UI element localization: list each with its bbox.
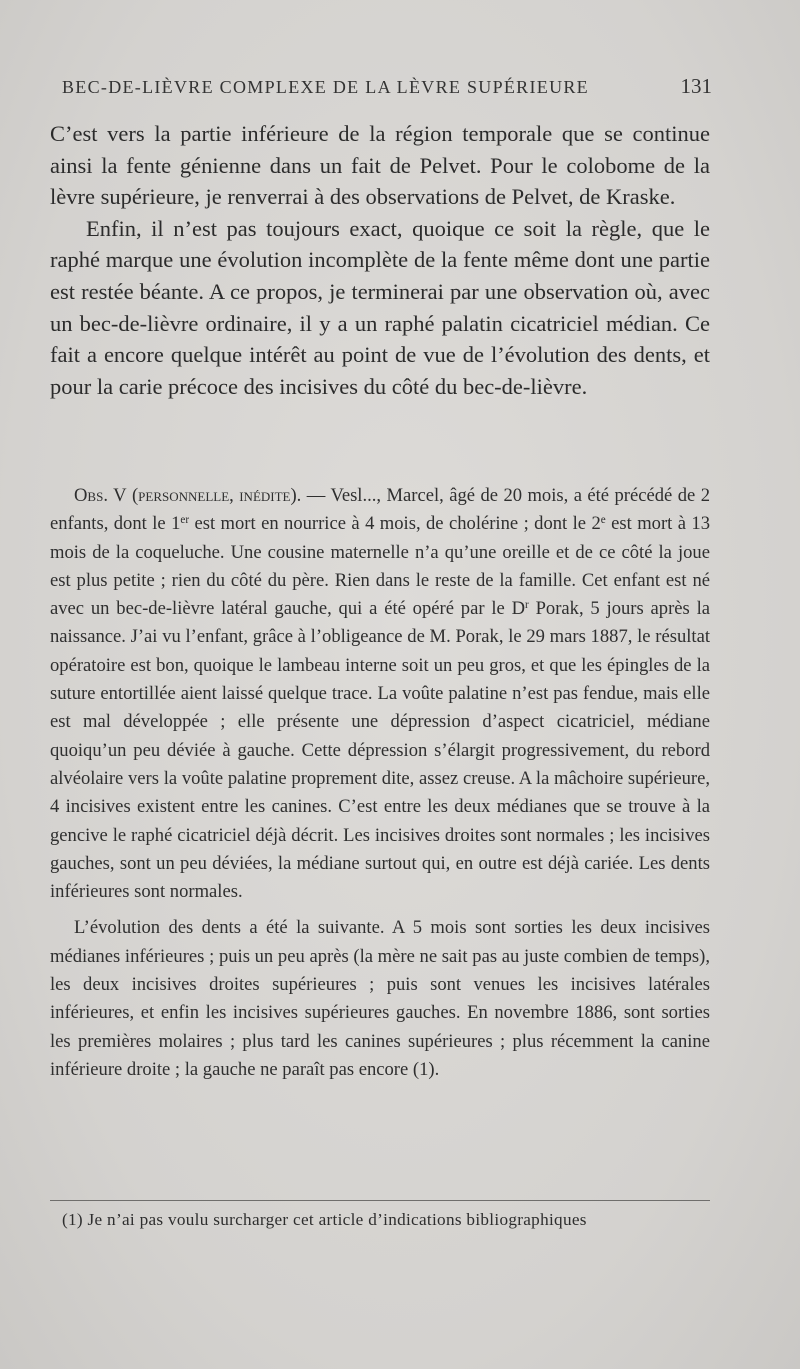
superscript-er: er bbox=[180, 514, 190, 527]
superscript-r: r bbox=[525, 599, 529, 612]
superscript-e: e bbox=[600, 514, 606, 527]
observation-paragraph-2: L’évolution des dents a été la suivante. A 5 mois sont sorties les deux incisives médianes inférieures ; puis un peu après (la mère ne sait pas au juste combien de temps), les deux incisives droites supérieures ; puis sont venues les incisives latérales inférieures, et enfin les incisives supérieures gauches. En novembre 1886, sont sorties les premières molaires ; plus tard les canines supérieures ; plus récemment la canine inférieure droite ; la gauche ne paraît pas encore (1). bbox=[50, 917, 710, 1080]
running-title: BEC-DE-LIÈVRE COMPLEXE DE LA LÈVRE SUPÉRIEURE bbox=[62, 77, 589, 97]
page-number: 131 bbox=[680, 74, 712, 98]
observation-block bbox=[50, 482, 710, 1084]
observation-qualifier: (personnelle, inédite). bbox=[131, 485, 302, 506]
running-header bbox=[62, 74, 712, 99]
observation-text-end: Porak, 5 jours après la naissance. J’ai vu l’enfant, grâce à l’obligeance de M. Porak, le 29 mars 1887, le résultat opératoire est bon, quoique le lambeau interne soit un peu gros, et que les épingles de la suture entortillée aient laissé quelque trace. La voûte palatine n’est pas fendue, mais elle est mal développée ; elle présente une dépression d’aspect cicatriciel, médiane quoiqu’un peu déviée à gauche. Cette dépression s’élargit progressivement, du rebord alvéolaire vers la voûte palatine proprement dite, assez creuse. A la mâchoire supérieure, 4 incisives existent entre les canines. C’est entre les deux médianes que se trouve à la gencive le raphé cicatriciel déjà décrit. Les incisives droites sont normales ; les incisives gauches, sont un peu déviées, la médiane surtout qui, en outre est déjà cariée. Les dents inférieures sont normales. bbox=[50, 598, 711, 903]
paragraph-temporal: C’est vers la partie inférieure de la région temporale que se continue ainsi la fente génienne dans un fait de Pelvet. Pour le colobome de la lèvre supérieure, je renverrai à des observations de Pelvet, de Kraske. bbox=[50, 121, 710, 210]
main-text bbox=[50, 118, 710, 402]
observation-text-mid2: est mort à 13 mois de la coqueluche. Une cousine maternelle n’a qu’une oreille et de ce côté la joue est plus petite ; rien du côté du père. Rien dans le reste de la famille. Cet enfant est né avec un bec-de-lièvre latéral gauche, qui a été opéré par le D bbox=[50, 513, 711, 620]
observation-text-mid1: est mort en nourrice à 4 mois, de cholérine ; dont le 2 bbox=[189, 513, 601, 535]
footnote-divider bbox=[50, 1200, 710, 1201]
paragraph-raphe: Enfin, il n’est pas toujours exact, quoique ce soit la règle, que le raphé marque une évolution incomplète de la fente même dont une partie est restée béante. A ce propos, je terminerai par une observation où, avec un bec-de-lièvre ordinaire, il y a un raphé palatin cicatriciel médian. Ce fait a encore quelque intérêt au point de vue de l’évolution des dents, et pour la carie précoce des incisives du côté du bec-de-lièvre. bbox=[50, 215, 710, 399]
observation-label: Obs. V bbox=[74, 485, 127, 506]
footnote: (1) Je n’ai pas voulu surcharger cet article d’indications bibliographiques bbox=[62, 1210, 587, 1229]
observation-text-start: — Vesl..., Marcel, âgé de 20 mois, a été précédé de 2 enfants, dont le 1 bbox=[50, 485, 711, 535]
observation-paragraph-1 bbox=[50, 482, 710, 906]
